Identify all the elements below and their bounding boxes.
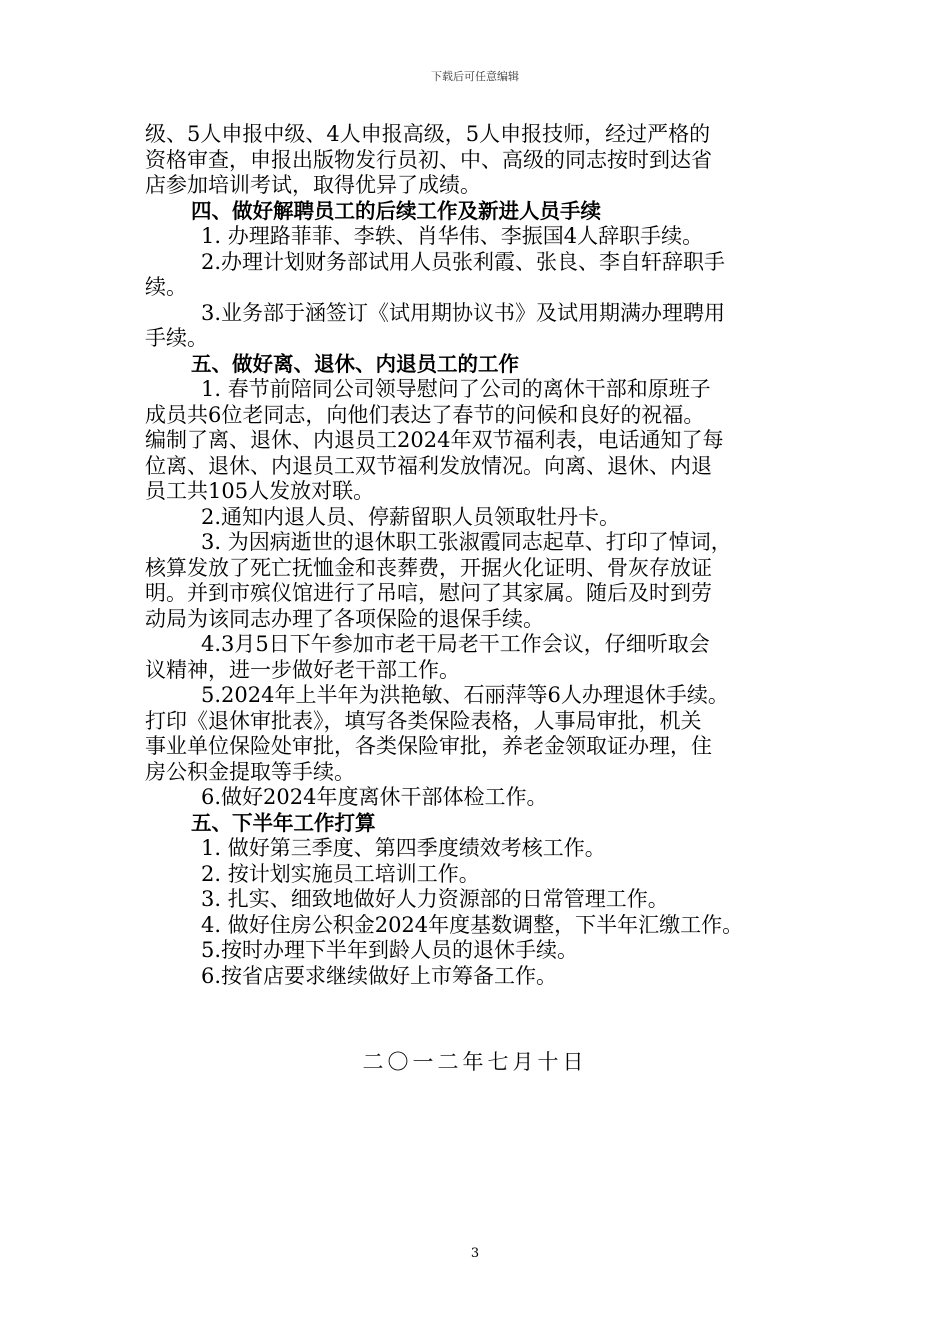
paragraph-line: 手续。 xyxy=(145,326,208,350)
paragraph-line: 成员共6位老同志，向他们表达了春节的问候和良好的祝福。 xyxy=(145,402,705,427)
paragraph-line: 3. 扎实、细致地做好人力资源部的日常管理工作。 xyxy=(201,887,669,911)
paragraph-line: 3. 为因病逝世的退休职工张淑霞同志起草、打印了悼词， xyxy=(201,530,732,554)
paragraph-line: 续。 xyxy=(145,275,187,299)
paragraph-line: 5.按时办理下半年到龄人员的退休手续。 xyxy=(201,938,579,962)
paragraph-line: 级、5人申报中级、4人申报高级，5人申报技师，经过严格的 xyxy=(145,122,711,146)
paragraph-line: 4.3月5日下午参加市老干局老干工作会议，仔细听取会 xyxy=(201,632,710,656)
paragraph-line: 1. 做好第三季度、第四季度绩效考核工作。 xyxy=(201,836,606,860)
paragraph-line: 员工共105人发放对联。 xyxy=(145,479,375,503)
paragraph-line: 事业单位保险处审批，各类保险审批，养老金领取证办理，住 xyxy=(145,734,712,758)
paragraph-line: 6.按省店要求继续做好上市筹备工作。 xyxy=(201,963,558,988)
paragraph-line: 1. 春节前陪同公司领导慰问了公司的离休干部和原班子 xyxy=(201,377,711,401)
section-heading: 四、做好解聘员工的后续工作及新进人员手续 xyxy=(191,198,601,223)
paragraph-line: 编制了离、退休、内退员工2024年双节福利表，电话通知了每 xyxy=(145,428,724,452)
document-date: 二〇一二年七月十日 xyxy=(362,1050,588,1074)
paragraph-line: 打印《退休审批表》，填写各类保险表格，人事局审批，机关 xyxy=(145,708,702,733)
paragraph-line: 明。并到市殡仪馆进行了吊唁，慰问了其家属。随后及时到劳 xyxy=(145,581,712,605)
paragraph-line: 店参加培训考试，取得优异了成绩。 xyxy=(145,173,481,197)
paragraph-line: 2.通知内退人员、停薪留职人员领取牡丹卡。 xyxy=(201,504,621,529)
paragraph-line: 位离、退休、内退员工双节福利发放情况。向离、退休、内退 xyxy=(145,453,712,478)
paragraph-line: 2.办理计划财务部试用人员张利霞、张良、李自轩辞职手 xyxy=(201,249,726,274)
section-heading: 五、下半年工作打算 xyxy=(191,810,376,835)
paragraph-line: 4. 做好住房公积金2024年度基数调整，下半年汇缴工作。 xyxy=(201,912,744,937)
paragraph-line: 5.2024年上半年为洪艳敏、石丽萍等6人办理退休手续。 xyxy=(201,683,729,707)
header-note: 下载后可任意编辑 xyxy=(431,70,519,83)
paragraph-line: 资格审查，申报出版物发行员初、中、高级的同志按时到达省 xyxy=(145,147,712,172)
paragraph-line: 3.业务部于涵签订《试用期协议书》及试用期满办理聘用 xyxy=(201,300,726,325)
paragraph-line: 2. 按计划实施员工培训工作。 xyxy=(201,861,480,886)
document-body xyxy=(145,122,810,989)
paragraph-line: 6.做好2024年度离休干部体检工作。 xyxy=(201,785,548,809)
section-heading: 五、做好离、退休、内退员工的工作 xyxy=(191,351,519,376)
paragraph-line: 核算发放了死亡抚恤金和丧葬费，开据火化证明、骨灰存放证 xyxy=(145,555,712,580)
paragraph-line: 议精神，进一步做好老干部工作。 xyxy=(145,657,460,682)
paragraph-line: 动局为该同志办理了各项保险的退保手续。 xyxy=(145,606,544,631)
page-number: 3 xyxy=(470,1246,480,1261)
paragraph-line: 1. 办理路菲菲、李轶、肖华伟、李振国4人辞职手续。 xyxy=(201,224,704,248)
paragraph-line: 房公积金提取等手续。 xyxy=(145,759,355,784)
